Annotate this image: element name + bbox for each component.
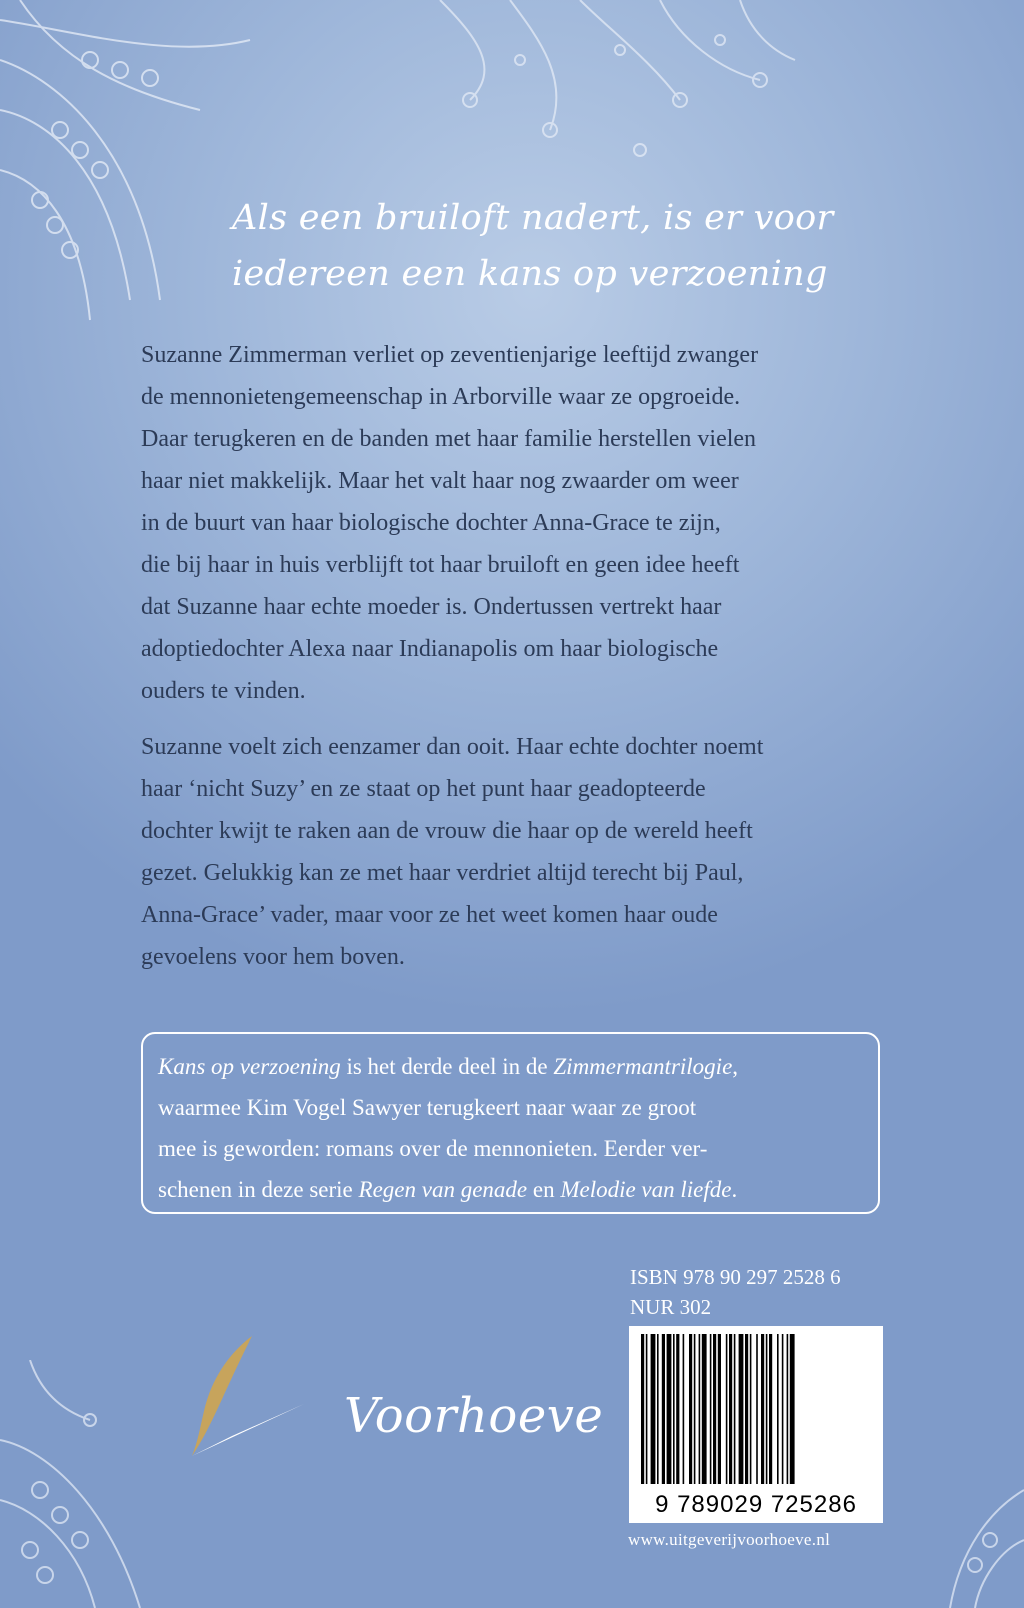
isbn: ISBN 978 90 297 2528 6 (630, 1265, 841, 1289)
barcode-bar (761, 1334, 764, 1484)
nur: NUR 302 (630, 1295, 712, 1319)
barcode-bar (683, 1334, 685, 1484)
series-name: Zimmermantrilogie (553, 1054, 733, 1079)
paragraph-line: in de buurt van haar biologische dochter Anna-Grace te zijn, (141, 510, 721, 536)
floral-ornament-top-right (420, 0, 800, 190)
series-text-fragment: . (731, 1177, 738, 1202)
barcode-bar (641, 1334, 644, 1484)
series-info-text (158, 1046, 888, 1210)
series-line-2: waarmee Kim Vogel Sawyer terugkeert naar waar ze groot (158, 1095, 697, 1120)
series-line-1 (158, 1046, 888, 1087)
isbn-block (630, 1262, 841, 1322)
paragraph-line: gevoelens voor hem boven. (141, 944, 405, 970)
barcode-bar (782, 1334, 784, 1484)
barcode (629, 1326, 883, 1523)
barcode-bar (787, 1334, 789, 1484)
barcode-bar (657, 1334, 659, 1484)
previous-book-2: Melodie van liefde (560, 1177, 732, 1202)
barcode-bar (750, 1334, 752, 1484)
paragraph-line: Anna-Grace’ vader, maar voor ze het weet komen haar oude (141, 902, 718, 928)
barcode-bar (766, 1334, 768, 1484)
series-text-fragment: en (527, 1177, 561, 1202)
barcode-bar (694, 1334, 696, 1484)
paragraph-line: adoptiedochter Alexa naar Indianapolis om haar biologische (141, 636, 719, 662)
barcode-bar (790, 1334, 795, 1484)
paragraph-line: die bij haar in huis verblijft tot haar bruiloft en geen idee heeft (141, 552, 740, 578)
description-paragraph-1 (141, 334, 901, 712)
paragraph-line: ouders te vinden. (141, 678, 306, 704)
series-text-fragment: schenen in deze serie (158, 1177, 359, 1202)
series-text-fragment: , (732, 1054, 739, 1079)
paragraph-line: dat Suzanne haar echte moeder is. Ondertussen vertrekt haar (141, 594, 722, 620)
barcode-bar (651, 1334, 656, 1484)
publisher-website: www.uitgeverijvoorhoeve.nl (628, 1530, 831, 1549)
barcode-bar (710, 1334, 712, 1484)
barcode-bar (667, 1334, 672, 1484)
barcode-digits: 9 789029 725286 (655, 1491, 857, 1518)
barcode-bar (673, 1334, 675, 1484)
paragraph-line: haar niet makkelijk. Maar het valt haar nog zwaarder om weer (141, 468, 739, 494)
series-line-4 (158, 1169, 888, 1210)
barcode-bar (646, 1334, 648, 1484)
paragraph-line: gezet. Gelukkig kan ze met haar verdriet altijd terecht bij Paul, (141, 860, 744, 886)
floral-ornament-bottom-right (930, 1480, 1024, 1608)
barcode-bar (702, 1334, 707, 1484)
barcode-bar (734, 1334, 736, 1484)
floral-ornament-top-left (0, 0, 260, 330)
previous-book-1: Regen van genade (358, 1177, 528, 1202)
barcode-bar (689, 1334, 692, 1484)
barcode-bar (662, 1334, 665, 1484)
barcode-bar (699, 1334, 701, 1484)
tagline-line-2: iedereen een kans op verzoening (232, 254, 828, 294)
barcode-bar (739, 1334, 744, 1484)
barcode-bar (756, 1334, 758, 1484)
barcode-bar (745, 1334, 748, 1484)
paragraph-line: Suzanne Zimmerman verliet op zeventienjarige leeftijd zwanger (141, 342, 759, 368)
barcode-bar (726, 1334, 728, 1484)
series-line-3: mee is geworden: romans over de mennonieten. Eerder ver- (158, 1136, 708, 1161)
paragraph-line: haar ‘nicht Suzy’ en ze staat op het punt haar geadopteerde (141, 776, 706, 802)
series-text-fragment: is het derde deel in de (340, 1054, 554, 1079)
barcode-bar (729, 1334, 732, 1484)
barcode-bar (769, 1334, 772, 1484)
book-title: Kans op verzoening (158, 1054, 341, 1079)
paragraph-line: Daar terugkeren en de banden met haar familie herstellen vielen (141, 426, 757, 452)
barcode-bar (718, 1334, 721, 1484)
paragraph-line: Suzanne voelt zich eenzamer dan ooit. Haar echte dochter noemt (141, 734, 764, 760)
tagline (232, 190, 852, 302)
barcode-bar (777, 1334, 779, 1484)
description-paragraph-2 (141, 726, 901, 978)
paragraph-line: dochter kwijt te raken aan de vrouw die haar op de wereld heeft (141, 818, 753, 844)
tagline-line-1: Als een bruiloft nadert, is er voor (232, 198, 834, 238)
floral-ornament-bottom-left (0, 1360, 200, 1608)
barcode-bar (713, 1334, 716, 1484)
paragraph-line: de mennonietengemeenschap in Arborville waar ze opgroeide. (141, 384, 741, 410)
barcode-bar (676, 1334, 679, 1484)
publisher-quill-logo (192, 1336, 322, 1466)
publisher-name: Voorhoeve (344, 1388, 604, 1444)
